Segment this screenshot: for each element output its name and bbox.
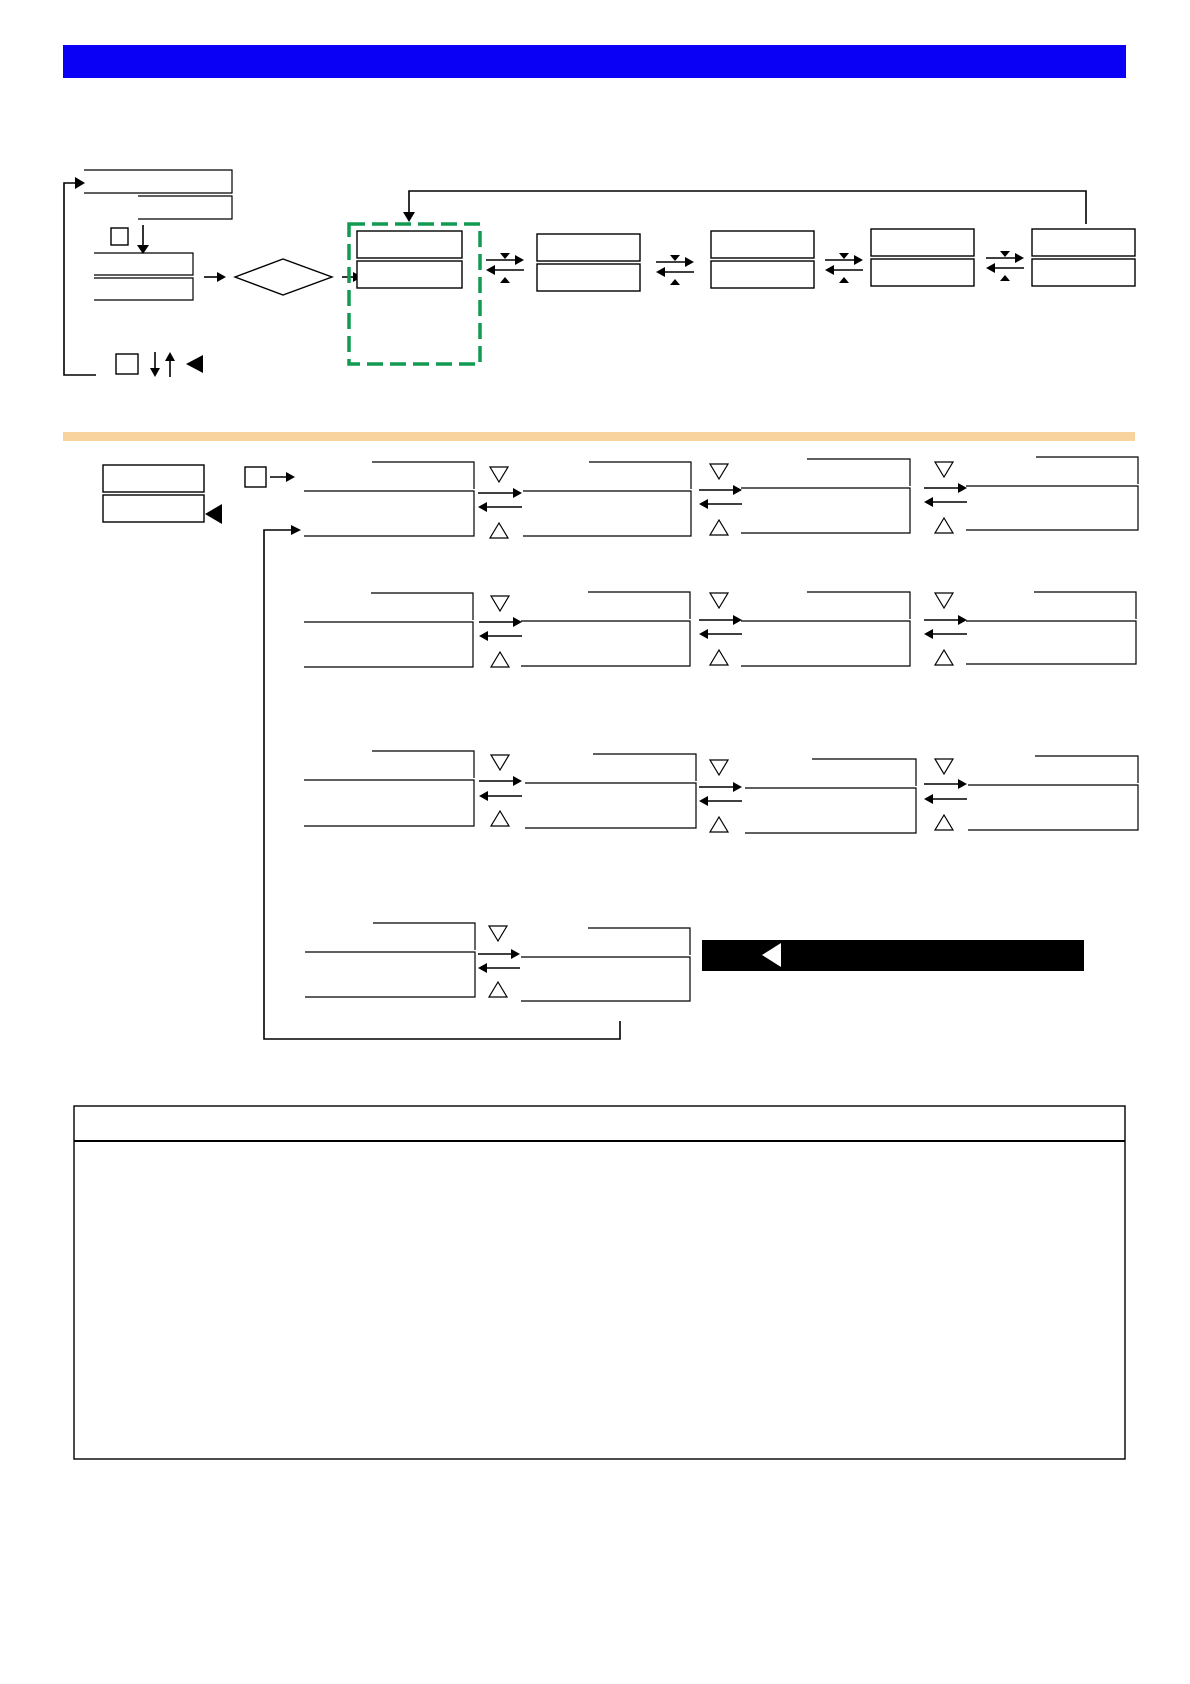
diagram-shape: [733, 782, 742, 792]
bidirectional-arrow-2: [656, 255, 694, 285]
diagram-shape: [935, 518, 953, 533]
diagram-shape: [491, 811, 509, 826]
diagram-shape: [825, 265, 834, 275]
setting-block: [741, 592, 910, 666]
setting-block: [741, 459, 910, 533]
diagram-shape: [479, 791, 488, 801]
setting-block: [525, 754, 696, 828]
row-1-connectors: [478, 462, 967, 538]
connector-2-2: [699, 593, 742, 665]
diagram-shape: [699, 796, 708, 806]
diagram-shape: [1000, 275, 1010, 281]
notes-panel: [74, 1106, 1125, 1459]
diagram-shape: [935, 462, 953, 477]
diagram-shape: [871, 259, 974, 286]
connector-4-1: [478, 926, 520, 997]
diagram-shape: [511, 949, 520, 959]
settings-return-line: [264, 530, 620, 1039]
diagram-shape: [491, 755, 509, 770]
diagram-shape: [490, 467, 508, 482]
diagram-shape: [357, 231, 462, 258]
connector-3-3: [924, 759, 967, 830]
diagram-shape: [1032, 229, 1135, 256]
left-triangle-icon-2: [205, 504, 222, 524]
diagram-shape: [710, 520, 728, 535]
diagram-shape: [515, 255, 524, 265]
decision-diamond: [235, 259, 332, 295]
diagram-shape: [710, 817, 728, 832]
settings-flow: [103, 457, 1138, 1039]
diagram-shape: [710, 593, 728, 608]
top-left-label-line: [84, 170, 232, 193]
diagram-shape: [935, 650, 953, 665]
diagram-shape: [217, 272, 226, 282]
diagram-shape: [935, 593, 953, 608]
connector-2-1: [479, 596, 522, 667]
diagram-shape: [478, 502, 487, 512]
diagram-shape: [839, 277, 849, 283]
top-return-line: [409, 191, 1086, 224]
diagram-shape: [491, 596, 509, 611]
diagram-shape: [670, 255, 680, 261]
button-square-icon: [111, 228, 128, 245]
setting-block: [521, 928, 690, 1001]
diagram-shape: [478, 963, 487, 973]
mode-block-3: [711, 231, 814, 288]
row-4-connectors: [478, 926, 520, 997]
setting-block: [745, 759, 916, 833]
diagram-shape: [479, 631, 488, 641]
button-square-icon-2: [116, 354, 138, 374]
diagram-shape: [924, 629, 933, 639]
diagram-shape: [733, 485, 742, 495]
mode-block-1: [357, 231, 462, 288]
diagram-shape: [490, 523, 508, 538]
diagram-shape: [74, 1106, 1125, 1459]
mode-block-5: [1032, 229, 1135, 286]
top-left-label-line-2: [138, 196, 232, 219]
connector-2-3: [924, 593, 967, 665]
setting-block: [304, 751, 474, 826]
loop-return-line: [64, 183, 96, 375]
row-2-connectors: [479, 593, 967, 667]
diagram-shape: [935, 759, 953, 774]
diagram-shape: [1015, 253, 1024, 263]
setting-block: [523, 462, 691, 536]
diagram-shape: [710, 464, 728, 479]
diagram-shape: [924, 794, 933, 804]
section-divider: [63, 432, 1135, 441]
diagram-shape: [537, 264, 640, 291]
diagram-shape: [486, 265, 495, 275]
diagram-shape: [711, 231, 814, 258]
bidirectional-arrow-3: [825, 253, 863, 283]
diagram-shape: [656, 267, 665, 277]
diagram-shape: [958, 779, 967, 789]
diagram-shape: [537, 234, 640, 261]
connector-1-3: [924, 462, 967, 533]
top-flow: [64, 170, 1135, 377]
diagram-shape: [489, 926, 507, 941]
row-3-connectors: [479, 755, 967, 832]
diagram-shape: [513, 776, 522, 786]
setting-block: [966, 592, 1136, 664]
arrow-down-icon-2: [150, 368, 160, 377]
connector-3-1: [479, 755, 522, 826]
diagram-shape: [733, 615, 742, 625]
diagram-shape: [711, 261, 814, 288]
diagram-shape: [710, 760, 728, 775]
diagram-shape: [710, 650, 728, 665]
connector-1-1: [478, 467, 522, 538]
diagram-shape: [491, 652, 509, 667]
setting-block: [304, 593, 473, 667]
arrow-up-icon: [165, 352, 175, 361]
setting-block: [521, 592, 690, 666]
diagram-shape: [489, 982, 507, 997]
left-triangle-icon: [186, 355, 203, 373]
setting-block: [304, 462, 474, 536]
diagram-shape: [986, 263, 995, 273]
top-left-box-b: [94, 278, 193, 300]
diagram-shape: [702, 940, 1084, 971]
connector-1-2: [699, 464, 742, 535]
entry-box-2: [103, 495, 204, 522]
bidirectional-arrow-1: [486, 253, 524, 283]
diagram-shape: [500, 277, 510, 283]
setting-block: [968, 756, 1138, 830]
mode-block-2: [537, 234, 640, 291]
diagram-shape: [935, 815, 953, 830]
diagram-shape: [513, 488, 522, 498]
setting-block: [305, 923, 475, 997]
diagram-shape: [500, 253, 510, 259]
top-left-box-a: [94, 253, 193, 275]
diagram-shape: [871, 229, 974, 256]
setting-block: [966, 457, 1138, 530]
diagram-shape: [685, 257, 694, 267]
diagram-shape: [699, 499, 708, 509]
bidirectional-arrow-4: [986, 251, 1024, 281]
header-bar: [63, 45, 1126, 78]
arrow-right-icon: [75, 177, 85, 189]
diagram-shape: [699, 629, 708, 639]
diagram-shape: [924, 497, 933, 507]
diagram-shape: [513, 617, 522, 627]
diagram-shape: [839, 253, 849, 259]
diagram-shape: [958, 615, 967, 625]
diagram-shape: [1032, 259, 1135, 286]
entry-box-1: [103, 465, 204, 492]
diagram-shape: [357, 261, 462, 288]
diagram-shape: [854, 255, 863, 265]
diagram-shape: [286, 472, 295, 482]
diagram-shape: [1000, 251, 1010, 257]
diagram-shape: [670, 279, 680, 285]
arrow-right-icon-2: [291, 525, 301, 535]
button-square-icon-3: [245, 467, 266, 487]
black-banner: [702, 940, 1084, 971]
diagram-shape: [958, 483, 967, 493]
mode-block-4: [871, 229, 974, 286]
connector-3-2: [699, 760, 742, 832]
arrow-down-icon-3: [403, 212, 415, 222]
